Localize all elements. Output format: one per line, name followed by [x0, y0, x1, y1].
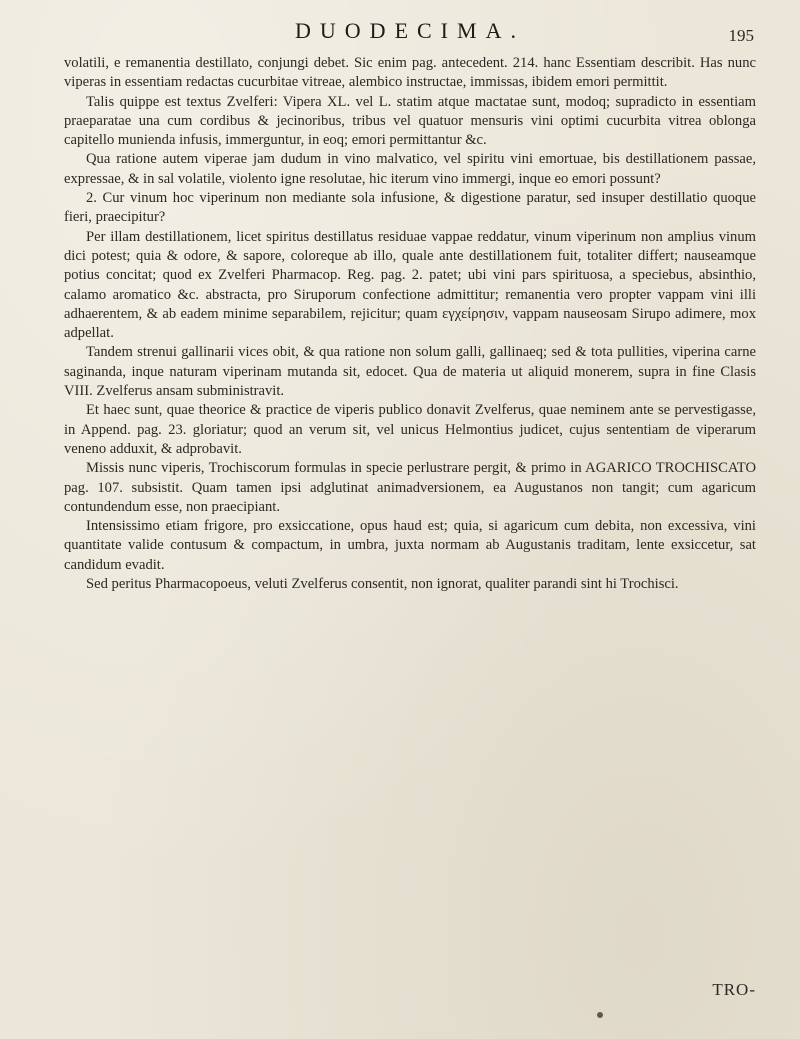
- paragraph: Intensissimo etiam frigore, pro exsiccatione, opus haud est; quia, si agaricum cum debita, non excessiva, vini quantitate valide contusum & compactum, in umbra, juxta normam ab Augustanis traditam, lente exsiccetur, sat candidum evadit.: [64, 518, 756, 573]
- paragraph: Et haec sunt, quae theorice & practice de viperis publico donavit Zvelferus, quae neminem ante se pervestigasse, in Append. pag. 23. gloriatur; quod an verum sit, vel unicus Helmontius judicet, cujus sententiam de viperarum veneno adduxit, & adprobavit.: [64, 402, 756, 457]
- paragraph: Missis nunc viperis, Trochiscorum formulas in specie perlustrare pergit, & primo in AGARICO TROCHISCATO pag. 107. subsistit. Quam tamen ipsi adglutinat animadversionem, ea Augustanos non tangit; cum agaricum contundendum esse, non praecipiant.: [64, 460, 756, 515]
- paragraph: Per illam destillationem, licet spiritus destillatus residuae vappae reddatur, vinum viperinum non amplius vinum dici potest; quia & odore, & sapore, coloreque ab illo, quale ante destillationem fuit, totaliter differt; nauseamque potius concitat; quod ex Zvelferi Pharmacop. Reg. pag. 2. patet; ubi vini pars spirituosa, a speciebus, absinthio, calamo aromatico &c. abstracta, pro Siruporum confectione admittitur; remanentia vero propter vappam vini illi adhaerentem, & ab eadem minime separabilem, rejicitur; quam εγχείρησιν, vappam nauseosam Sirupo adimere, mox adpellat.: [64, 228, 756, 342]
- paragraph: Talis quippe est textus Zvelferi: Vipera XL. vel L. statim atque mactatae sunt, modoq; supradicto in essentiam praeparatae una cum cordibus & jecinoribus, tribus vel quatuor mensuris vini optimi cucurbita vitrea oblonga capitello munienda infusis, immerguntur, in eoq; emori permittantur &c.: [64, 93, 756, 149]
- paragraph: Tandem strenui gallinarii vices obit, & qua ratione non solum galli, gallinaeq; sed & tota pullities, viperina carne saginanda, inque naturam viperinam mutanda sit, edocet. Qua de materia ut aliquid monerem, supra in fine Clasis VIII. Zvelferus ansam subministravit.: [64, 344, 756, 400]
- page-number: 195: [728, 26, 754, 45]
- page-header: [64, 14, 756, 50]
- paragraph: 2. Cur vinum hoc viperinum non mediante sola infusione, & digestione paratur, sed insuper destillatio quoque fieri, praecipitur?: [64, 190, 756, 226]
- ink-spot: [597, 1012, 603, 1018]
- paragraph: volatili, e remanentia destillato, conjungi debet. Sic enim pag. antecedent. 214. hanc Essentiam describit. Has nunc viperas in essentiam redactas cucurbitae vitreae, alembico instructae, immissas, ibidem emori permittit.: [64, 55, 756, 91]
- paragraph: Qua ratione autem viperae jam dudum in vino malvatico, vel spiritu vini emortuae, bis destillationem passae, expressae, & in sal volatile, violento igne resolutae, hic iterum vino immergi, inque eo emori possunt?: [64, 151, 756, 187]
- catchword: TRO-: [712, 980, 756, 999]
- running-head: DUODECIMA.: [295, 18, 525, 43]
- body-text: [64, 54, 756, 594]
- paragraph: Sed peritus Pharmacopoeus, veluti Zvelferus consentit, non ignorat, qualiter parandi sint hi Trochisci.: [86, 576, 679, 593]
